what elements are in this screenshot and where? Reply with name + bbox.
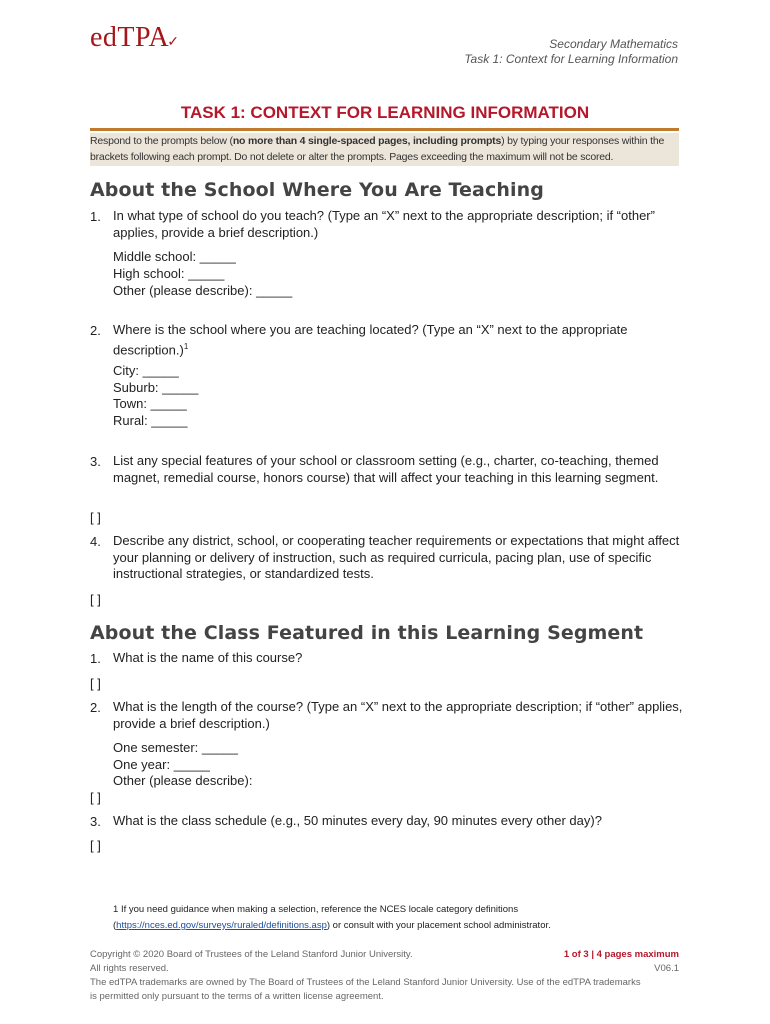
- s2-q1-prompt: What is the name of this course?: [113, 650, 303, 665]
- logo-text: edTPA: [90, 22, 170, 53]
- s2-q2-prompt: What is the length of the course? (Type an “X” next to the appropriate description; if “other” applies, provide a brief description.): [113, 699, 683, 731]
- section-heading-class: About the Class Featured in this Learning Segment: [90, 622, 644, 644]
- footnote-number: 1: [113, 904, 119, 915]
- s2-q2-number: 2.: [90, 700, 101, 715]
- edtpa-logo: [90, 22, 180, 54]
- s1-q4-response-bracket[interactable]: [ ]: [90, 592, 101, 607]
- intro-after: ) by typing your responses within the brackets following each prompt. Do not delete or alter the prompts. Pages exceeding the maximum will not be scored.: [90, 135, 665, 163]
- s1-q2-option[interactable]: Town: _____: [113, 396, 187, 411]
- footnote-text: If you need guidance when making a selection, reference the NCES locale category definitions: [120, 904, 519, 915]
- s2-q2-option[interactable]: One semester: _____: [113, 740, 239, 755]
- s1-q2-text: Where is the school where you are teaching located? (Type an “X” next to the appropriate description.): [113, 322, 628, 357]
- footnote-rest: ) or consult with your placement school administrator.: [326, 920, 551, 931]
- s1-q1-option[interactable]: Other (please describe): _____: [113, 283, 293, 298]
- logo-check-icon: ✓: [167, 35, 180, 50]
- s1-q3-prompt: List any special features of your school or classroom setting (e.g., charter, co-teaching, themed magnet, remedial course, honors course) that will affect your teaching in this learning segment.: [113, 453, 659, 485]
- footer-copyright: Copyright © 2020 Board of Trustees of the Leland Stanford Junior University.: [90, 949, 413, 960]
- s2-q2-response-bracket[interactable]: [ ]: [90, 790, 101, 805]
- s1-q1-number: 1.: [90, 209, 101, 224]
- footnote: [113, 902, 518, 918]
- s1-q1-option[interactable]: Middle school: _____: [113, 249, 236, 264]
- intro-before: Respond to the prompts below (: [90, 135, 233, 147]
- s2-q1-number: 1.: [90, 651, 101, 666]
- s1-q3-response-bracket[interactable]: [ ]: [90, 510, 101, 525]
- s2-q3-response-bracket[interactable]: [ ]: [90, 838, 101, 853]
- footnote-line2: [113, 918, 551, 934]
- page-info: 1 of 3 | 4 pages maximum: [563, 949, 679, 960]
- s1-q2-number: 2.: [90, 323, 101, 338]
- nces-definitions-link[interactable]: https://nces.ed.gov/surveys/ruraled/definitions.asp: [116, 920, 327, 931]
- s2-q3-prompt: What is the class schedule (e.g., 50 minutes every day, 90 minutes every other day)?: [113, 813, 602, 828]
- footer-trademark: The edTPA trademarks are owned by The Board of Trustees of the Leland Stanford Junior University. Use of the edTPA trademarks is permitted only pursuant to the terms of a written license agreement.: [90, 977, 641, 1002]
- s1-q2-prompt: [113, 322, 683, 358]
- s1-q3-number: 3.: [90, 454, 101, 469]
- intro-bold: no more than 4 single-spaced pages, including prompts: [232, 135, 502, 147]
- version-label: V06.1: [654, 963, 679, 974]
- page-count: [564, 948, 679, 976]
- instructions-box: [90, 133, 679, 166]
- s1-q2-option[interactable]: City: _____: [113, 363, 179, 378]
- title-divider: [90, 128, 679, 131]
- header-subject: Secondary Mathematics: [549, 37, 678, 51]
- header-task: Task 1: Context for Learning Information: [464, 52, 678, 66]
- s1-q1-prompt: In what type of school do you teach? (Type an “X” next to the appropriate description; if “other” applies, provide a brief description.): [113, 208, 655, 240]
- footer-rights: All rights reserved.: [90, 963, 169, 974]
- s2-q3-number: 3.: [90, 814, 101, 829]
- section-heading-school: About the School Where You Are Teaching: [90, 179, 544, 201]
- footnote-ref: 1: [183, 341, 189, 351]
- s2-q1-response-bracket[interactable]: [ ]: [90, 676, 101, 691]
- page-title: TASK 1: CONTEXT FOR LEARNING INFORMATION: [180, 103, 590, 122]
- s2-q2-option[interactable]: One year: _____: [113, 757, 210, 772]
- s1-q4-prompt: Describe any district, school, or cooperating teacher requirements or expectations that might affect your planning or delivery of instruction, such as required curricula, pacing plan, use of specific instructional strategies, or standardized tests.: [113, 533, 680, 581]
- s1-q2-option[interactable]: Rural: _____: [113, 413, 188, 428]
- s2-q2-option[interactable]: Other (please describe):: [113, 773, 253, 788]
- s1-q2-option[interactable]: Suburb: _____: [113, 380, 199, 395]
- s1-q1-option[interactable]: High school: _____: [113, 266, 225, 281]
- s1-q4-number: 4.: [90, 534, 101, 549]
- footnote-open-paren: (: [113, 920, 117, 931]
